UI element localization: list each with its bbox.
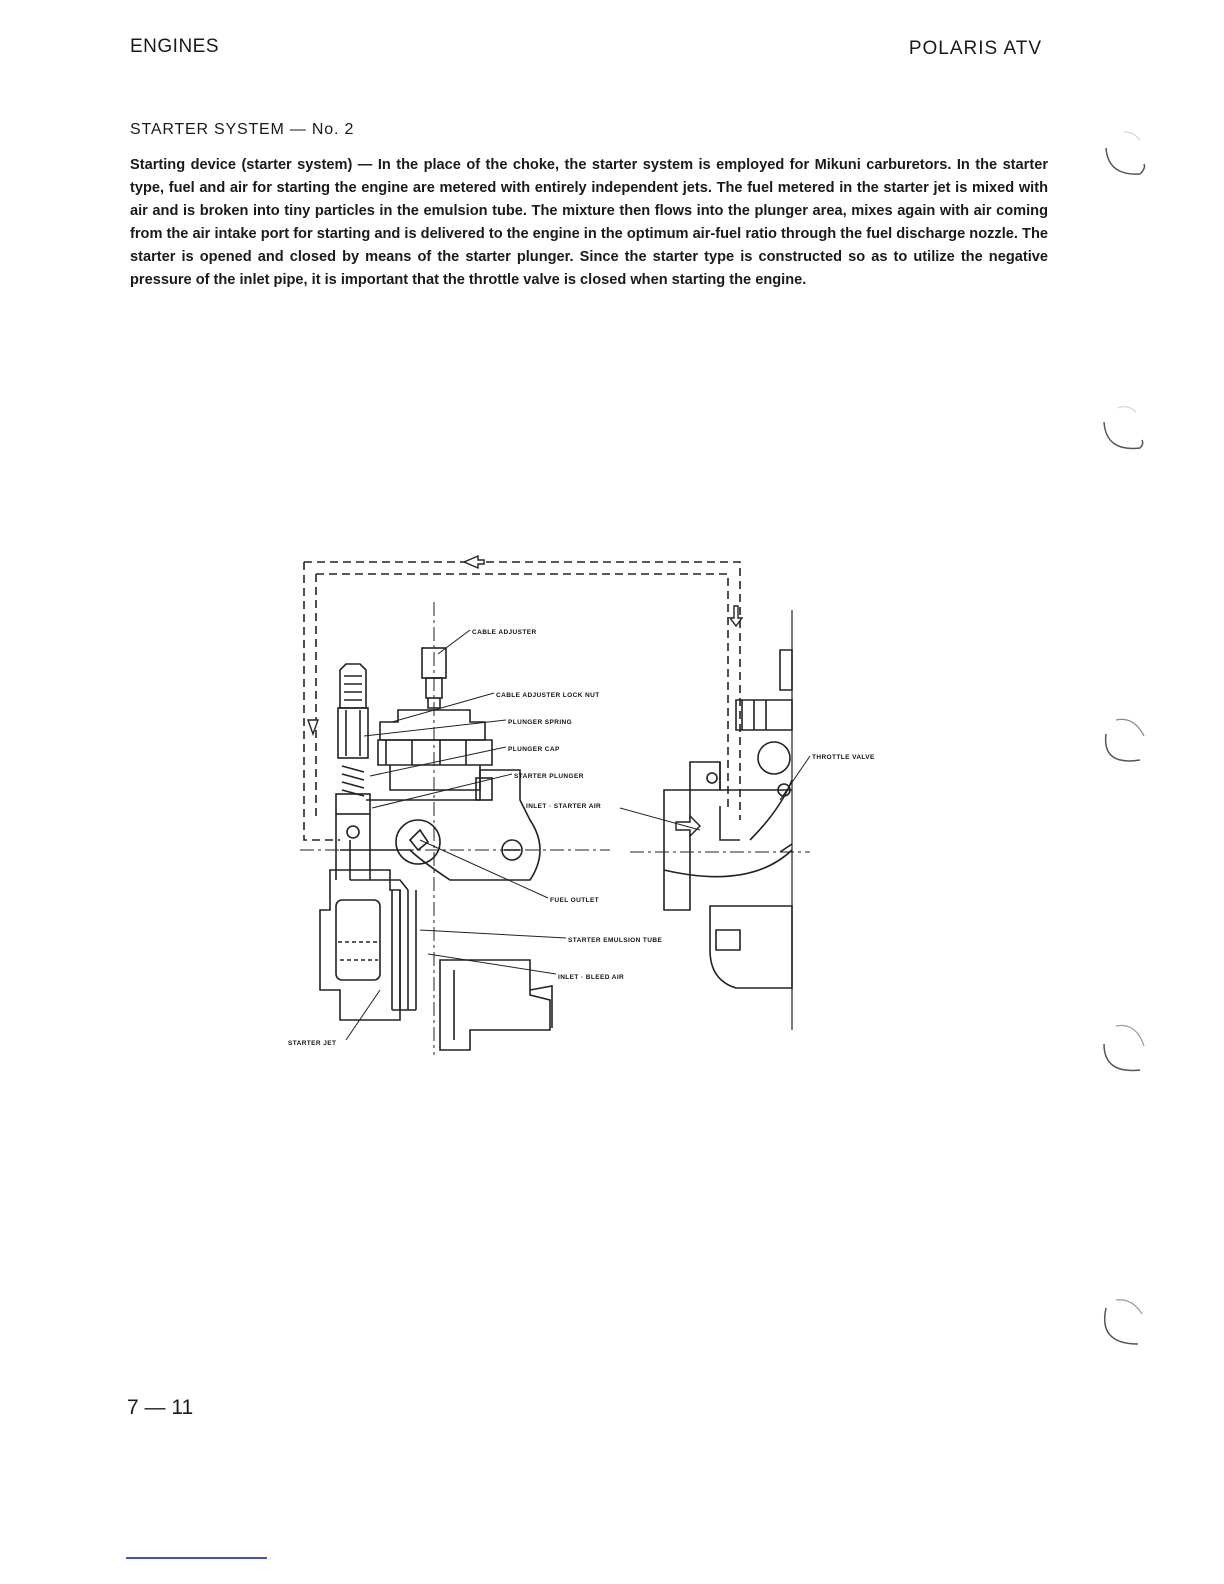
label-starter-jet: STARTER JET	[288, 1040, 337, 1047]
label-starter-plunger: STARTER PLUNGER	[514, 773, 584, 780]
label-cable-adjuster-lock-nut: CABLE ADJUSTER LOCK NUT	[496, 692, 600, 699]
body-paragraph: Starting device (starter system) — In the place of the choke, the starter system is employed for Mikuni carburetors. In the starter type, fuel and air for starting the engine are metered with entirely independent jets. The fuel metered in the starter jet is mixed with air and is broken into tiny particles in the emulsion tube. The mixture then flows into the plunger area, mixes again with air coming from the air intake port for starting and is delivered to the engine in the optimum air-fuel ratio through the fuel discharge nozzle. The starter is opened and closed by means of the starter plunger. Since the starter type is constructed so as to utilize the negative pressure of the inlet pipe, it is important that the throttle valve is closed when starting the engine.	[130, 157, 1048, 288]
label-inlet-starter-air: INLET · STARTER AIR	[526, 803, 602, 810]
binder-hole-5-icon	[1098, 1298, 1150, 1358]
label-inlet-bleed-air: INLET · BLEED AIR	[558, 974, 625, 981]
label-starter-emulsion-tube: STARTER EMULSION TUBE	[568, 937, 663, 944]
binder-hole-2-icon	[1098, 400, 1150, 460]
label-plunger-cap: PLUNGER CAP	[508, 746, 560, 753]
binder-hole-4-icon	[1098, 1020, 1150, 1080]
label-cable-adjuster: CABLE ADJUSTER	[472, 629, 537, 636]
header-manual-title: POLARIS ATV	[908, 38, 1042, 59]
header-section-title: ENGINES	[130, 36, 220, 57]
label-throttle-valve: THROTTLE VALVE	[812, 754, 875, 761]
carburetor-starter-diagram	[280, 550, 900, 1060]
page-number: 7 — 11	[127, 1396, 194, 1419]
label-fuel-outlet: FUEL OUTLET	[550, 897, 600, 904]
label-plunger-spring: PLUNGER SPRING	[508, 719, 573, 726]
binder-hole-3-icon	[1098, 714, 1150, 774]
footer-rule	[126, 1557, 267, 1559]
section-title: STARTER SYSTEM — No. 2	[130, 121, 355, 138]
binder-hole-1-icon	[1098, 126, 1150, 186]
air-flow-arrow-top-icon	[464, 556, 484, 568]
inlet-air-arrow-icon	[676, 816, 700, 836]
